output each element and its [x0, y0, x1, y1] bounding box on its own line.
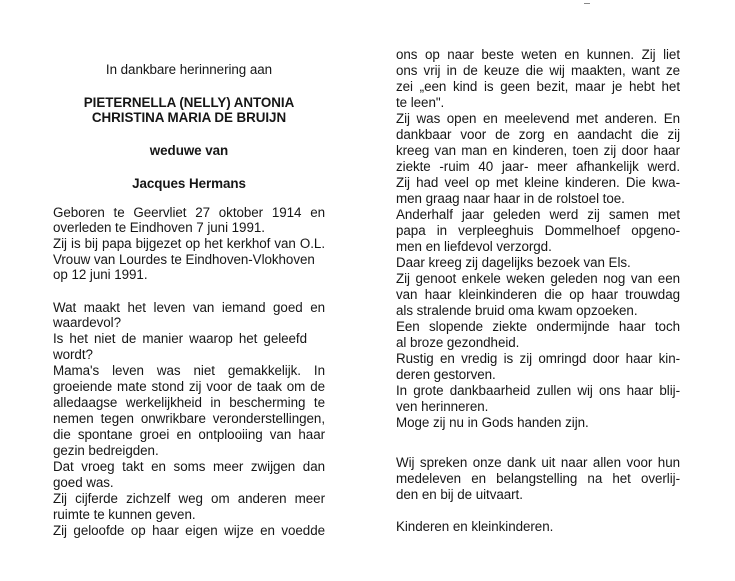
- left-text-line: alledaagse werkelijkheid in bescherming te: [53, 395, 325, 410]
- right-text-line: Anderhalf jaar geleden werd zij samen met: [396, 207, 680, 222]
- left-text-line: ruimte te kunnen geven.: [53, 507, 196, 522]
- right-text-line: ons op naar beste weten en kunnen. Zij liet: [396, 47, 680, 62]
- left-text-line: Dat vroeg takt en soms meer zwijgen dan: [53, 459, 325, 474]
- left-text-line: Wat maakt het leven van iemand goed en: [53, 300, 325, 315]
- right-text-line: Moge zij nu in Gods handen zijn.: [396, 415, 589, 430]
- left-text-line: overleden te Eindhoven 7 juni 1991.: [53, 220, 265, 235]
- scan-mark: [584, 3, 590, 4]
- right-text-line: den en bij de uitvaart.: [396, 487, 523, 502]
- left-text-line: op 12 juni 1991.: [53, 267, 148, 282]
- right-text-line: als stralende bruid oma kwam opzoeken.: [396, 303, 638, 318]
- left-text-line: Zij is bij papa bijgezet op het kerkhof van O.L.: [53, 236, 325, 251]
- left-text-line: Geboren te Geervliet 27 oktober 1914 en: [53, 205, 325, 220]
- right-text-line: Rustig en vredig is zij omringd door haar kin-: [396, 351, 680, 366]
- left-text-line: groeiende mate stond zij voor de taak om de: [53, 379, 325, 394]
- right-text-line: Zij had veel op met kleine kinderen. Die kwa-: [396, 175, 680, 190]
- husband-name: Jacques Hermans: [132, 176, 246, 191]
- left-text-line: nemen tegen onwrikbare veronderstellingen,: [53, 411, 325, 426]
- left-text-line: Is het niet de manier waarop het geleefd: [53, 331, 307, 346]
- right-text-line: Daar kreeg zij dagelijks bezoek van Els.: [396, 255, 631, 270]
- right-text-line: Zij genoot enkele weken geleden nog van een: [396, 271, 680, 286]
- right-text-line: medeleven en belangstelling na het overlij-: [396, 471, 680, 486]
- right-text-line: deren gestorven.: [396, 367, 496, 382]
- right-text-line: ons vrij in de keuze die wij maakten, want ze: [396, 63, 680, 78]
- right-text-line: zei „een kind is geen bezit, maar je hebt het: [396, 79, 680, 94]
- left-text-line: Zij geloofde op haar eigen wijze en voedde: [53, 523, 325, 538]
- right-text-line: kreeg van man en kinderen, toen zij door haar: [396, 143, 680, 158]
- left-text-line: Mama's leven was niet gemakkelijk. In: [53, 363, 325, 378]
- right-text-line: ven herinneren.: [396, 399, 489, 414]
- intro-text: In dankbare herinnering aan: [105, 62, 273, 77]
- left-text-line: gezin bedreigden.: [53, 443, 159, 458]
- right-text-line: al broze gezondheid.: [396, 335, 520, 350]
- right-text-line: men graag naar haar in de rolstoel toe.: [396, 191, 625, 206]
- left-text-line: waardevol?: [53, 315, 121, 330]
- left-text-line: wordt?: [53, 347, 93, 362]
- widow-of-label: weduwe van: [149, 143, 229, 158]
- right-text-line: In grote dankbaarheid zullen wij ons haar blij-: [396, 383, 680, 398]
- left-text-line: goed was.: [53, 475, 114, 490]
- right-text-line: men en liefdevol verzorgd.: [396, 239, 552, 254]
- right-text-line: ziekte -ruim 40 jaar- meer afhankelijk werd.: [396, 159, 680, 174]
- right-text-line: van haar kleinkinderen die op haar trouwdag: [396, 287, 680, 302]
- left-text-line: Vrouw van Lourdes te Eindhoven-Vlokhoven: [53, 252, 315, 267]
- deceased-name-line-2: CHRISTINA MARIA DE BRUIJN: [91, 110, 287, 125]
- right-text-line: papa in verpleeghuis Dommelhoef opgeno-: [396, 223, 680, 238]
- signature-line: Kinderen en kleinkinderen.: [396, 519, 554, 534]
- right-text-line: dankbaar voor de zorg en aandacht die zij: [396, 127, 680, 142]
- right-text-line: Zij was open en meelevend met anderen. En: [396, 111, 680, 126]
- right-text-line: te leen".: [396, 95, 445, 110]
- right-text-line: Een slopende ziekte ondermijnde haar toch: [396, 319, 680, 334]
- left-text-line: Zij cijferde zichzelf weg om anderen meer: [53, 491, 325, 506]
- left-text-line: die spontane groei en ontplooiing van haar: [53, 427, 325, 442]
- right-text-line: Wij spreken onze dank uit naar allen voor hun: [396, 455, 680, 470]
- deceased-name-line-1: PIETERNELLA (NELLY) ANTONIA: [83, 95, 295, 110]
